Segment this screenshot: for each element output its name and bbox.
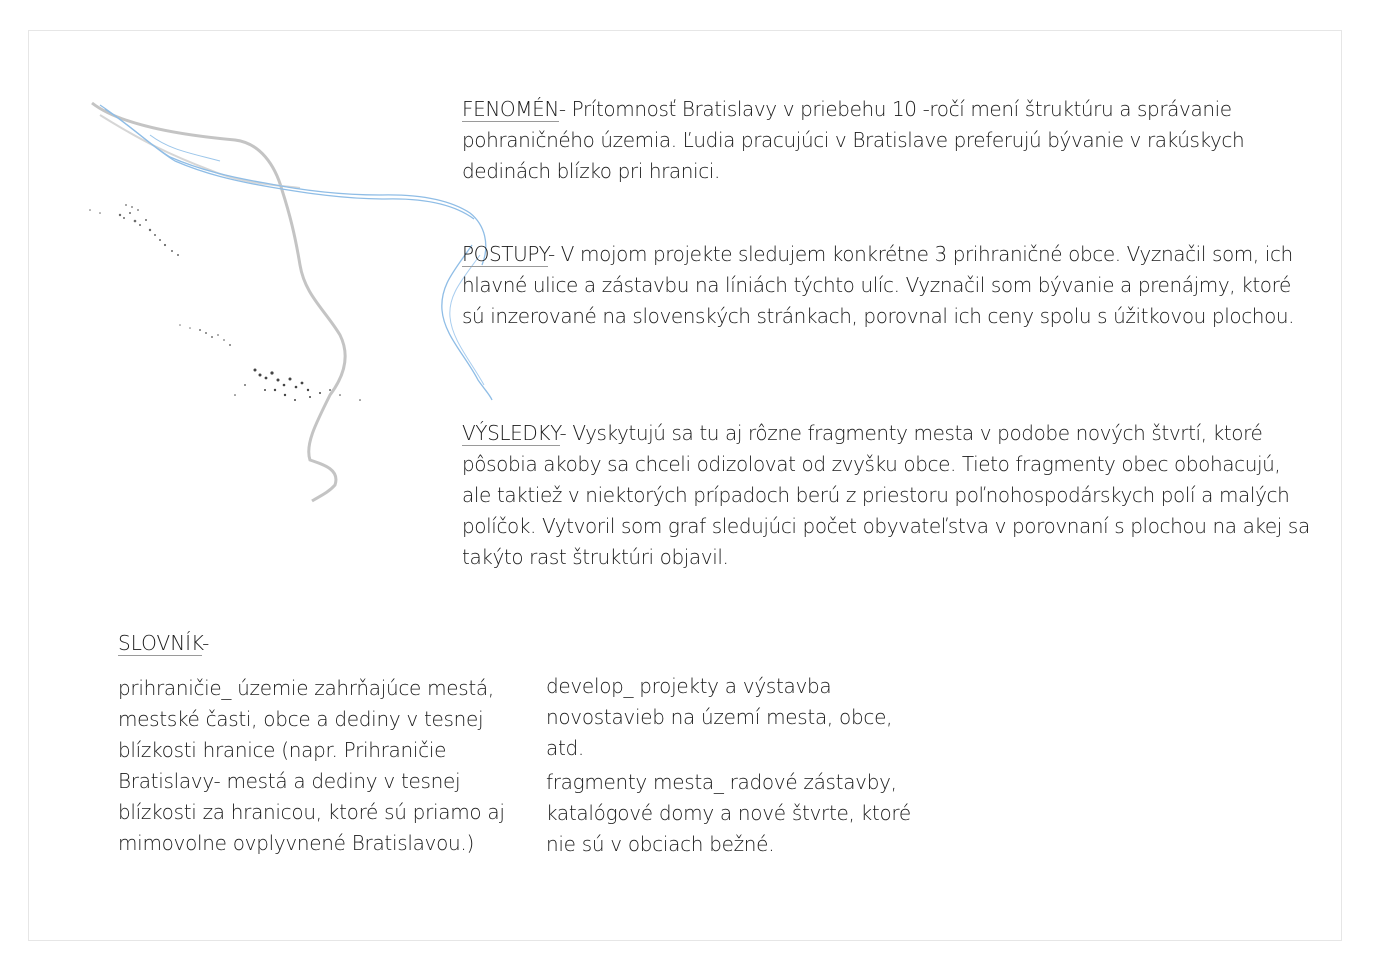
road-line	[100, 115, 300, 188]
slovnik-heading	[118, 628, 209, 659]
postupy-label: POSTUPY	[462, 242, 549, 266]
fenomen-label: FENOMÉN	[462, 97, 559, 121]
fenomen-text: - Prítomnosť Bratislavy v priebehu 10 -ročí mení štruktúru a správanie pohraničného územia. Ľudia pracujúci v Bratislave preferujú bývanie v rakúskych dedinách blízko pri hranici.	[462, 97, 1245, 183]
vysledky-text: - Vyskytujú sa tu aj rôzne fragmenty mesta v podobe nových štvrtí, ktoré pôsobia akoby sa chceli odizolovat od zvyšku obce. Tieto fragmenty obec obohacujú, ale taktiež v niektorých prípadoch berú z priestoru poľnohospodárskych polí a malých políčok. Vytvoril som graf sledujúci počet obyvateľstva v porovnaní s plochou na akej sa takýto rast štruktúri objavil.	[462, 421, 1310, 569]
postupy-paragraph	[462, 239, 1312, 332]
vysledky-label: VÝSLEDKY	[462, 421, 560, 445]
settlement-cluster-1	[89, 204, 179, 256]
state-border-line	[92, 103, 345, 501]
slovnik-suffix: -	[202, 631, 210, 655]
danube-river-2	[105, 109, 474, 219]
vysledky-paragraph	[462, 418, 1312, 573]
term-prihranicie: prihraničie_ územie zahrňajúce mestá, mestské časti, obce a dediny v tesnej blízkosti hranice (napr. Prihraničie Bratislavy- mestá a dediny v tesnej blízkosti za hranicou, ktoré sú priamo aj mimovolne ovplyvnené Bratislavou.)	[118, 676, 505, 855]
term-fragmenty-mesta: fragmenty mesta_ radové zástavby, katalógové domy a nové štvrte, ktoré nie sú v obciach bežné.	[546, 770, 911, 856]
border-region-map	[60, 95, 530, 515]
settlement-cluster-2	[179, 324, 231, 346]
fenomen-paragraph	[462, 94, 1312, 187]
slovnik-label: SLOVNÍK	[118, 631, 203, 655]
postupy-text: - V mojom projekte sledujem konkrétne 3 prihraničné obce. Vyznačil som, ich hlavné ulice a zástavbu na líniách týchto ulíc. Vyznačil som bývanie a prenájmy, ktoré sú inzerované na slovenských stránkach, porovnal ich ceny spolu s úžitkovou plochou.	[462, 242, 1295, 328]
term-develop: develop_ projekty a výstavba novostavieb na území mesta, obce, atd.	[546, 674, 893, 760]
